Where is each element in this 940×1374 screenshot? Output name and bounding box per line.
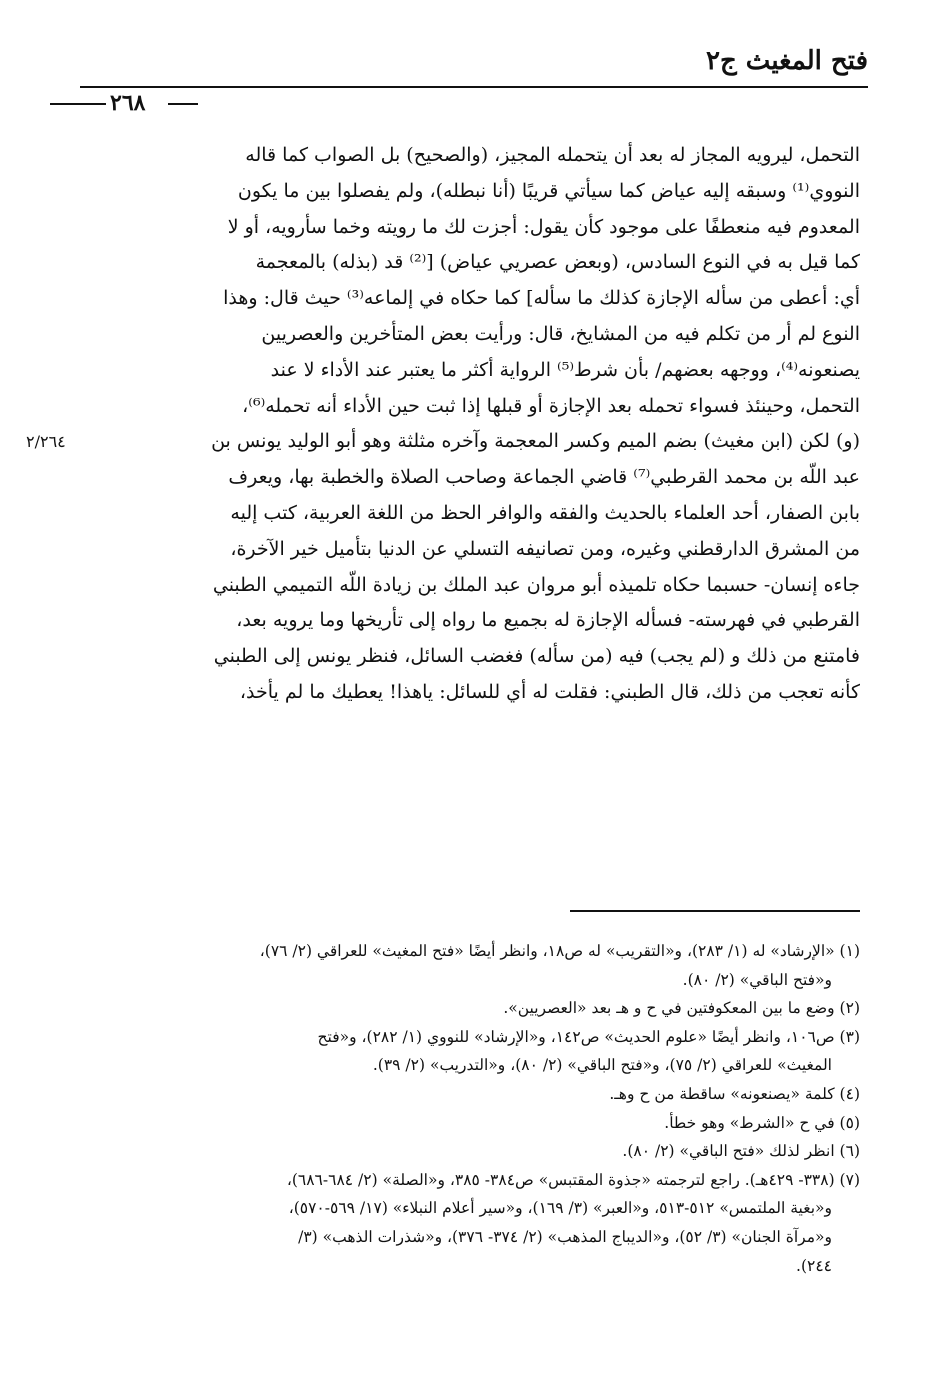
- text-line: جاءه إنسان- حسبما حكاه تلميذه أبو مروان عبد الملك بن زيادة اللّه التميمي الطبني: [212, 573, 860, 596]
- footnote-line: (٥) في ح «الشرط» وهو خطأ.: [664, 1113, 860, 1132]
- footnote-line: (٦) انظر لذلك «فتح الباقي» (٢/ ٨٠).: [622, 1142, 860, 1161]
- text-line: يصنعونه⁽⁴⁾، ووجهه بعضهم/ بأن شرط⁽⁵⁾ الرواية أكثر ما يعتبر عند الأداء لا عند: [270, 358, 860, 381]
- text-line: كأنه تعجب من ذلك، قال الطبني: فقلت له أي للسائل: ياهذا! يعطيك ما لم يأخذ،: [239, 680, 860, 703]
- text-line: النوع لم أر من تكلم فيه من المشايخ، قال: ورأيت بعض المتأخرين والعصريين: [261, 322, 860, 345]
- footnote-separator: [570, 910, 860, 912]
- footnote-line: و«مرآة الجنان» (٣/ ٥٢)، و«الديباج المذهب» (٢/ ٣٧٤- ٣٧٦)، و«شذرات الذهب» (٣/: [298, 1227, 832, 1246]
- page-number-rule-right: [168, 103, 198, 105]
- text-line: فامتنع من ذلك و (لم يجب) فيه (من سأله) فغضب السائل، فنظر يونس إلى الطبني: [213, 645, 860, 668]
- footnote-line: ٢٤٤).: [796, 1256, 832, 1275]
- footnote-line: و«بغية الملتمس» ٥١٢-٥١٣، و«العبر» (٣/ ١٦٩)، و«سير أعلام النبلاء» (١٧/ ٥٦٩-٥٧٠)،: [288, 1199, 832, 1218]
- footnote-line: (٢) وضع ما بين المعكوفتين في ح و هـ بعد «العصريين».: [503, 999, 860, 1018]
- page-number-rule-left: [50, 103, 106, 105]
- footnote-line: (٤) كلمة «يصنعونه» ساقطة من ح وهـ.: [609, 1084, 860, 1103]
- text-line: النووي⁽¹⁾ وسبقه إليه عياض كما سيأتي قريبًا (أنا نبطله)، ولم يفصلوا بين ما يكون: [237, 179, 860, 202]
- margin-note: ٢/٢٦٤: [26, 432, 66, 451]
- running-header-title: فتح المغيث ج٢: [705, 46, 868, 76]
- text-line: المعدوم فيه منعطفًا على موجود كأن يقول: أجزت لك ما رويته وخما سأرويه، أو لا: [227, 215, 860, 238]
- text-line: عبد اللّه بن محمد القرطبي⁽⁷⁾ قاضي الجماعة وصاحب الصلاة والخطبة بها، ويعرف: [228, 466, 860, 489]
- footnote-line: (٧) (٣٣٨- ٤٢٩هـ). راجع لترجمته «جذوة المقتبس» ص٣٨٤- ٣٨٥، و«الصلة» (٢/ ٦٨٤-٦٨٦)،: [286, 1170, 860, 1189]
- text-line: بابن الصفار، أحد العلماء بالحديث والفقه والوافر الحظ من اللغة العربية، كتب إليه: [230, 501, 860, 524]
- footnote-line: المغيث» للعراقي (٢/ ٧٥)، و«فتح الباقي» (٢/ ٨٠)، و«التدريب» (٢/ ٣٩).: [372, 1056, 832, 1075]
- main-text: [80, 138, 860, 711]
- footnote-line: و«فتح الباقي» (٢/ ٨٠).: [682, 970, 832, 989]
- text-line: التحمل، وحينئذ فسواء تحمله بعد الإجازة أو قبلها إذا ثبت حين الأداء أنه تحمله⁽⁶⁾،: [242, 394, 860, 417]
- text-line: أي: أعطى من سأله الإجازة كذلك ما سأله] كما حكاه في إلماعه⁽³⁾ حيث قال: وهذا: [223, 287, 860, 310]
- text-line: من المشرق الدارقطني وغيره، ومن تصانيفه التسلي عن الدنيا بتأميل خير الآخرة،: [230, 537, 860, 560]
- text-line: التحمل، ليرويه المجاز له بعد أن يتحمله المجيز، (والصحيح) بل الصواب كما قاله: [245, 144, 860, 166]
- page-number: ٢٦٨: [110, 90, 146, 116]
- header-rule: [80, 86, 868, 88]
- footnote-line: (٣) ص١٠٦، وانظر أيضًا «علوم الحديث» ص١٤٢، و«الإرشاد» للنووي (١/ ٢٨٢)، و«فتح: [317, 1027, 860, 1046]
- footnotes: [70, 937, 860, 1280]
- text-line: القرطبي في فهرسته- فسأله الإجازة له بجميع ما رواه إلى تأريخها وما يرويه بعد،: [236, 609, 860, 632]
- text-line: (و) لكن (ابن مغيث) بضم الميم وكسر المعجمة وآخره مثلثة وهو أبو الوليد يونس بن: [211, 430, 860, 453]
- footnote-line: (١) «الإرشاد» له (١/ ٢٨٣)، و«التقريب» له ص١٨، وانظر أيضًا «فتح المغيث» للعراقي (٢/ ٧٦)،: [259, 942, 860, 960]
- text-line: كما قيل به في النوع السادس، (وبعض عصريي عياض) [⁽²⁾ قد (بذله) بالمعجمة: [255, 251, 860, 274]
